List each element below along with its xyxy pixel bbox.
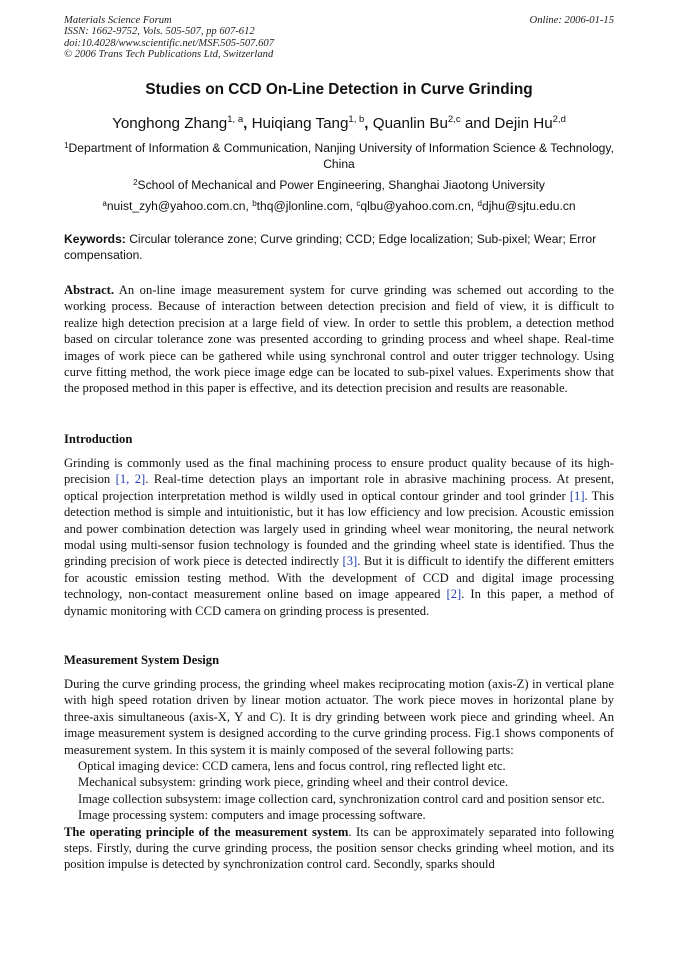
abstract-label: Abstract. (64, 283, 115, 297)
introduction-body (64, 455, 614, 619)
affiliation-1 (64, 138, 614, 172)
journal-name: Materials Science Forum (64, 15, 172, 26)
body-text: . Its can be approximately separated into following steps. Firstly, during the curve grinding process, the position sensor checks grinding wheel motion, and its position impulse is detected by synchronization control card. Secondly, sparks should (64, 824, 614, 872)
author-and: and (464, 115, 491, 132)
doi[interactable]: doi:10.4028/www.scientific.net/MSF.505-507.607 (64, 37, 274, 49)
issn: ISSN: 1662-9752, Vols. 505-507, pp 607-612 (64, 26, 255, 38)
paragraph: During the curve grinding process, the grinding wheel makes reciprocating motion (axis-Z) in vertical plane with high speed rotation driven by linear motion actuator. The work piece moves in horizontal plane by three-axis simultaneous (axis-X, Y and C). It is dry grinding between work piece and grinding wheel. An image measurement system is designed according to the curve grinding process. Fig.1 shows components of measurement system. In this system it is mainly composed of the several following parts: (64, 677, 614, 757)
online-date: Online: 2006-01-15 (529, 15, 614, 26)
citation-link[interactable]: [2] (446, 587, 462, 602)
author-name: Yonghong Zhang (112, 115, 228, 132)
list-item: Mechanical subsystem: grinding work piece, grinding wheel and their control device. (78, 775, 509, 790)
measurement-body (64, 676, 614, 873)
affiliation-text: School of Mechanical and Power Engineering, Shanghai Jiaotong University (137, 178, 545, 192)
abstract-text: An on-line image measurement system for curve grinding was schemed out according to the working process. Because of interaction between detection precision and field of view, it is difficult to realize high detection precision at a large field of view. In order to settle this problem, a detection method based on circular tolerance zone was presented according to grinding process and wheel shape. Real-time images of work piece can be gathered while using synchronal control and outer trigger technology. Using curve fitting method, the work piece image edge can be located to sub-pixel values. Experiments show that the proposed method in this paper is effective, and its detection precision and results are reasonable. (64, 283, 614, 396)
body-text: Grinding is commonly used as the final machining process to ensure product quality because of its high-precision (64, 456, 614, 487)
author-affil-sup: 1, b (348, 114, 365, 125)
email-sup: c (356, 199, 361, 208)
email-link[interactable]: djhu@sjtu.edu.cn (481, 199, 576, 213)
email-list (64, 196, 614, 215)
author-separator: , (243, 115, 248, 132)
paper-title: Studies on CCD On-Line Detection in Curve Grinding (145, 81, 533, 98)
affiliation-sup: 1 (64, 141, 69, 150)
author-name: Dejin Hu (494, 115, 553, 132)
section-heading-measurement: Measurement System Design (64, 653, 220, 667)
citation-link[interactable]: [1, 2] (115, 472, 146, 487)
email-link[interactable]: qlbu@yahoo.com.cn, (360, 199, 475, 213)
list-item: Optical imaging device: CCD camera, lens and focus control, ring reflected light etc. (78, 759, 506, 774)
email-sup: a (102, 199, 107, 208)
author-affil-sup: 1, a (227, 114, 244, 125)
paragraph (64, 824, 614, 873)
affiliation-sup: 2 (133, 178, 138, 187)
keywords-text: Circular tolerance zone; Curve grinding; CCD; Edge localization; Sub-pixel; Wear; Error compensation. (64, 232, 597, 262)
copyright: © 2006 Trans Tech Publications Ltd, Switzerland (64, 48, 274, 60)
abstract (64, 282, 614, 397)
body-text: . Real-time detection plays an important role in abrasive machining process. At present, optical projection interpretation method is wildly used in optical contour grinder and tool grinder (64, 472, 614, 503)
list-item: Image collection subsystem: image collection card, synchronization control card and position sensor etc. (78, 791, 605, 806)
keywords-label: Keywords: (64, 232, 126, 246)
keywords (64, 232, 615, 263)
author-name: Quanlin Bu (372, 115, 448, 132)
email-sup: d (477, 199, 482, 208)
body-text: . But it is difficult to identify the different emitters for acoustic emission testing method. With the development of CCD and digital image processing technology, non-contact measurement online based on image appeared (64, 554, 614, 602)
author-separator: , (364, 115, 369, 132)
section-heading-introduction: Introduction (64, 432, 133, 446)
email-link[interactable]: thq@jlonline.com, (256, 199, 353, 213)
email-link[interactable]: nuist_zyh@yahoo.com.cn, (106, 199, 249, 213)
body-text: . In this paper, a method of dynamic monitoring with CCD camera on grinding process is presented. (64, 587, 614, 618)
journal-header (64, 15, 274, 60)
author-list (0, 114, 678, 132)
affiliation-text: Department of Information & Communication, Nanjing University of Information Science & Technology, China (68, 141, 614, 171)
body-text: . This detection method is simple and intuitionistic, but it has low efficiency and low precision. Acoustic emission and power combination detection was largely used in grinding wheel wear monitoring, the neural network modal using multi-sensor fusion technology is founded and the grinding wheel state is identified. Thus the grinding precision of work piece is detected indirectly (64, 488, 614, 569)
author-affil-sup: 2,d (552, 114, 566, 125)
author-affil-sup: 2,c (447, 114, 461, 125)
citation-link[interactable]: [1] (569, 488, 585, 503)
email-sup: b (252, 199, 257, 208)
affiliation-2 (64, 175, 614, 194)
citation-link[interactable]: [3] (342, 554, 358, 569)
author-name: Huiqiang Tang (251, 115, 349, 132)
list-item: Image processing system: computers and image processing software. (78, 808, 426, 823)
bold-lead: The operating principle of the measurement system (64, 824, 349, 839)
